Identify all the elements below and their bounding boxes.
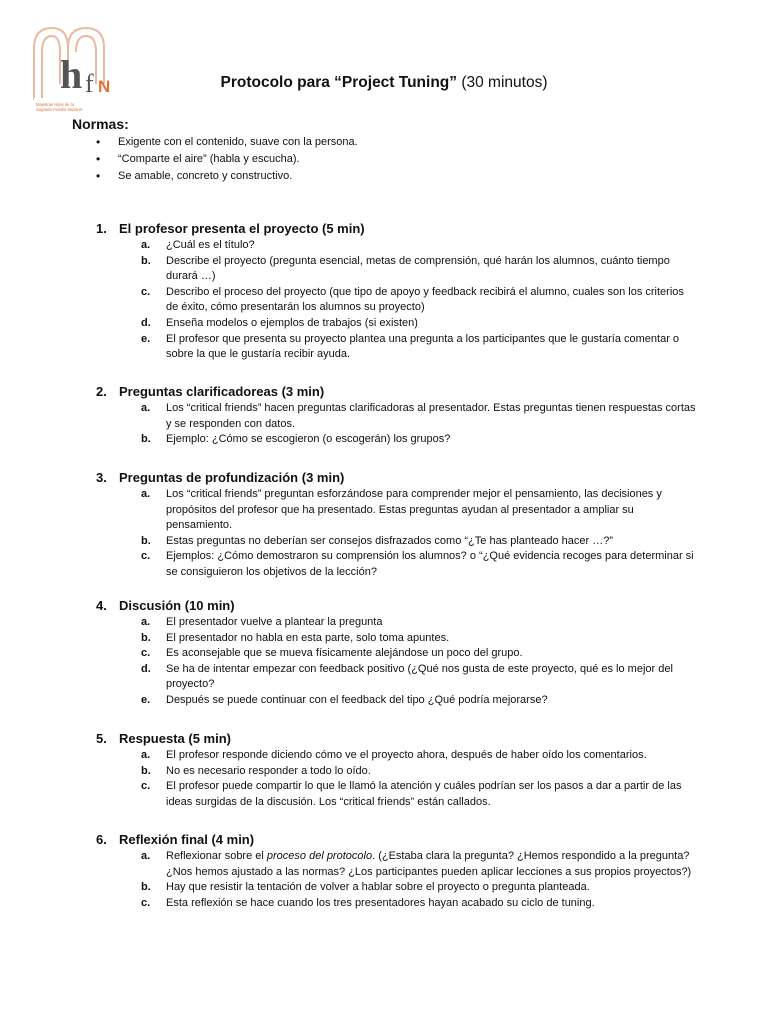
page-title bbox=[0, 74, 768, 92]
logo-letter-h: h bbox=[60, 52, 83, 97]
section-heading: 6. Reflexión final (4 min) bbox=[96, 832, 255, 847]
logo-caption: Maestras Hijas de la bbox=[36, 102, 74, 107]
list-item: b. Hay que resistir la tentación de volver a hablar sobre el proyecto o pregunta planteada. bbox=[141, 881, 590, 894]
list-item: e. El profesor que presenta su proyecto plantea una pregunta a los participantes que le gustaría comentar o sobre la que le gustaría recibir ayuda. bbox=[141, 332, 680, 361]
section-items bbox=[96, 615, 696, 709]
section-probing-questions bbox=[96, 469, 696, 581]
normas-item: • Exigente con el contenido, suave con la persona. bbox=[96, 134, 358, 151]
list-item: a. ¿Cuál es el título? bbox=[141, 239, 255, 251]
normas-item: • “Comparte el aire” (habla y escucha). bbox=[96, 151, 358, 168]
normas-label: Normas: bbox=[72, 116, 129, 132]
list-item: b. Ejemplo: ¿Cómo se escogieron (o escogerán) los grupos? bbox=[141, 433, 451, 446]
list-item: a. El profesor responde diciendo cómo ve el proyecto ahora, después de haber oído los comentarios. bbox=[141, 749, 647, 761]
list-item: a. Reflexionar sobre el proceso del protocolo. (¿Estaba clara la pregunta? ¿Hemos respondido a la pregunta? ¿Nos hemos ajustado a las normas? ¿Los participantes pueden aplicar lecciones a sus propios proyectos?) bbox=[141, 850, 692, 878]
section-response bbox=[96, 730, 696, 810]
list-item: c. Esta reflexión se hace cuando los tres presentadores hayan acabado su ciclo de tuning. bbox=[141, 896, 595, 909]
section-heading: 3. Preguntas de profundización (3 min) bbox=[96, 470, 345, 485]
list-item: a. El presentador vuelve a plantear la pregunta bbox=[141, 616, 383, 628]
logo-caption-2: Sagrada Familia Nazaret bbox=[36, 107, 83, 112]
list-item: b. Describe el proyecto (pregunta esencial, metas de comprensión, qué harán los alumnos, cuánto tiempo durará …) bbox=[141, 254, 670, 283]
list-item: c. Describo el proceso del proyecto (que tipo de apoyo y feedback recibirá el alumno, cuales son los criterios de éxito, cómo presentarán los alumnos su proyecto) bbox=[141, 285, 684, 314]
section-heading: 1. El profesor presenta el proyecto (5 min) bbox=[96, 221, 365, 236]
section-heading: 4. Discusión (10 min) bbox=[96, 598, 235, 613]
school-logo bbox=[30, 22, 128, 120]
list-item: a. Los “critical friends” hacen preguntas clarificadoras al presentador. Estas preguntas tienen respuestas cortas y se responden con datos. bbox=[141, 402, 696, 430]
section-heading: 2. Preguntas clarificadoreas (3 min) bbox=[96, 384, 325, 399]
list-item: c. Es aconsejable que se mueva físicamente alejándose un poco del grupo. bbox=[141, 647, 523, 660]
emphasis-text: proceso del protocolo bbox=[266, 850, 373, 862]
section-final-reflection bbox=[96, 831, 696, 911]
logo-letter-f: f bbox=[85, 69, 94, 98]
section-items bbox=[96, 487, 696, 581]
section-presentation bbox=[96, 220, 696, 363]
section-items bbox=[96, 849, 696, 911]
section-items bbox=[96, 238, 696, 363]
list-item: b. Estas preguntas no deberían ser consejos disfrazados como “¿Te has planteado hacer …?” bbox=[141, 534, 613, 547]
title-main: Protocolo para “Project Tuning” bbox=[220, 74, 458, 91]
normas-item: • Se amable, concreto y constructivo. bbox=[96, 168, 358, 185]
list-item: e. Después se puede continuar con el feedback del tipo ¿Qué podría mejorarse? bbox=[141, 693, 548, 706]
list-item: c. El profesor puede compartir lo que le llamó la atención y cuáles podrían ser los pasos a dar a partir de las ideas surgidas de la discusión. Los “critical friends” están callados. bbox=[141, 780, 682, 808]
section-items bbox=[96, 401, 696, 448]
list-item: c. Ejemplos: ¿Cómo demostraron su comprensión los alumnos? o “¿Qué evidencia recoges para determinar si se consiguieron los objetivos de la lección? bbox=[141, 550, 694, 578]
list-item: b. El presentador no habla en esta parte, solo toma apuntes. bbox=[141, 631, 450, 644]
title-duration: (30 minutos) bbox=[461, 74, 548, 91]
section-heading: 5. Respuesta (5 min) bbox=[96, 731, 231, 746]
list-item: b. No es necesario responder a todo lo oído. bbox=[141, 764, 371, 777]
logo-letter-n: N bbox=[98, 77, 111, 96]
section-items bbox=[96, 748, 696, 810]
list-item: d. Enseña modelos o ejemplos de trabajos (si existen) bbox=[141, 316, 418, 329]
section-discussion bbox=[96, 597, 696, 709]
list-item: d. Se ha de intentar empezar con feedback positivo (¿Qué nos gusta de este proyecto, qué es lo mejor del proyecto? bbox=[141, 662, 673, 691]
list-item: a. Los “critical friends” preguntan esforzándose para comprender mejor el pensamiento, las decisiones y propósitos del profesor que ha presentado. Estas preguntas ayudan al presentador a ampliar su pensamiento. bbox=[141, 488, 662, 532]
normas-list bbox=[96, 134, 358, 185]
section-clarifying-questions bbox=[96, 383, 696, 448]
